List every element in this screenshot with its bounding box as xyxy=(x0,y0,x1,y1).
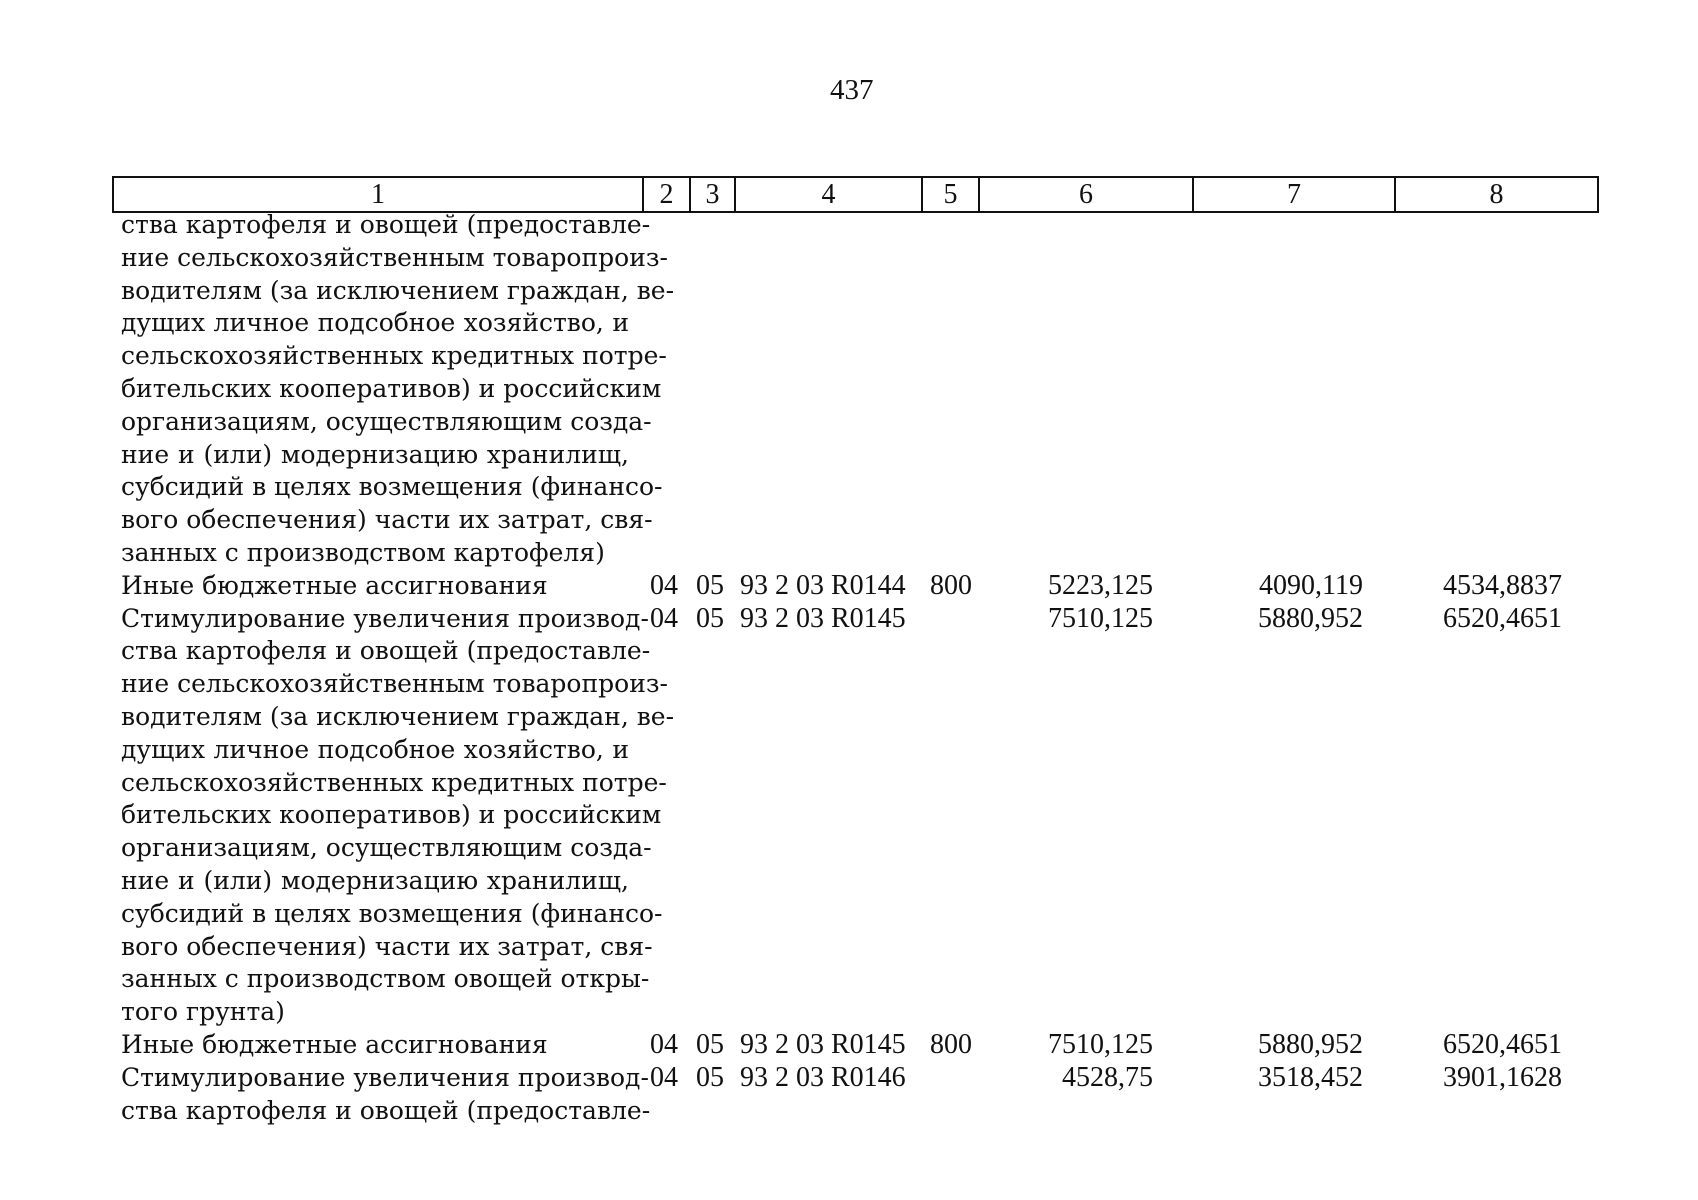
description-line: бительских кооперативов) и российским xyxy=(121,800,662,830)
cell-c7: 5880,952 xyxy=(1258,1029,1363,1060)
description-line: занных с производством картофеля) xyxy=(121,537,605,567)
description-line: того грунта) xyxy=(121,997,285,1027)
table-header xyxy=(112,176,1599,213)
row-description xyxy=(121,1062,651,1128)
cell-c2: 04 xyxy=(650,1061,678,1093)
cell-c8: 3901,1628 xyxy=(1443,1061,1562,1093)
description-line: организациям, осуществляющим созда- xyxy=(121,406,652,436)
description-line: субсидий в целях возмещения (финансо- xyxy=(121,898,663,928)
table-row xyxy=(0,1062,1698,1128)
description-line: субсидий в целях возмещения (финансо- xyxy=(121,472,663,502)
description-line: дущих личное подсобное хозяйство, и xyxy=(121,734,629,764)
description-line: занных с производством овощей откры- xyxy=(121,964,650,994)
header-col-2: 2 xyxy=(644,178,691,211)
description-line: ние и (или) модернизацию хранилищ, xyxy=(121,439,629,469)
cell-c5: 800 xyxy=(930,1029,972,1060)
header-col-4: 4 xyxy=(736,178,923,211)
description-line: ства картофеля и овощей (предоставле- xyxy=(121,1095,651,1125)
description-line: ние сельскохозяйственным товаропроиз- xyxy=(121,669,668,699)
description-line: ства картофеля и овощей (предоставле- xyxy=(121,636,651,666)
page-number: 437 xyxy=(830,74,874,106)
cell-c4: 93 2 03 R0144 xyxy=(740,569,906,601)
description-line: вого обеспечения) части их затрат, свя- xyxy=(121,931,653,961)
cell-c7: 3518,452 xyxy=(1258,1061,1363,1093)
description-line: сельскохозяйственных кредитных потре- xyxy=(121,341,667,371)
description-line: Стимулирование увеличения производ- xyxy=(121,1062,649,1092)
description-line: Иные бюджетные ассигнования xyxy=(121,1030,548,1059)
cell-c2: 04 xyxy=(650,1029,678,1060)
description-line: ние сельскохозяйственным товаропроиз- xyxy=(121,242,668,272)
cell-c3: 05 xyxy=(696,602,724,634)
description-line: водителям (за исключением граждан, ве- xyxy=(121,275,675,305)
cell-c3: 05 xyxy=(696,1029,724,1060)
cell-c3: 05 xyxy=(696,1061,724,1093)
cell-c6: 4528,75 xyxy=(1062,1061,1153,1093)
description-line: организациям, осуществляющим созда- xyxy=(121,833,652,863)
description-line: бительских кооперативов) и российским xyxy=(121,373,662,403)
description-line: дущих личное подсобное хозяйство, и xyxy=(121,308,629,338)
description-line: Иные бюджетные ассигнования xyxy=(121,570,548,600)
cell-c7: 4090,119 xyxy=(1259,569,1363,601)
cell-c6: 7510,125 xyxy=(1048,1029,1153,1060)
cell-c4: 93 2 03 R0146 xyxy=(740,1061,906,1093)
table-row xyxy=(0,209,1698,570)
description-line: Стимулирование увеличения производ- xyxy=(121,603,649,633)
cell-c8: 4534,8837 xyxy=(1443,569,1562,601)
cell-c4: 93 2 03 R0145 xyxy=(740,602,906,634)
table-row xyxy=(0,1029,1698,1062)
row-description xyxy=(121,209,675,570)
row-description xyxy=(121,570,629,603)
description-line: ства картофеля и овощей (предоставле- xyxy=(121,210,651,239)
row-description xyxy=(121,1029,629,1062)
cell-c7: 5880,952 xyxy=(1258,602,1363,634)
header-col-5: 5 xyxy=(923,178,980,211)
description-line: сельскохозяйственных кредитных потре- xyxy=(121,767,667,797)
description-line: водителям (за исключением граждан, ве- xyxy=(121,701,675,731)
cell-c8: 6520,4651 xyxy=(1443,602,1562,634)
header-col-3: 3 xyxy=(691,178,736,211)
description-line: ние и (или) модернизацию хранилищ, xyxy=(121,865,629,895)
cell-c3: 05 xyxy=(696,569,724,601)
header-col-1: 1 xyxy=(114,178,644,211)
header-col-7: 7 xyxy=(1194,178,1396,211)
table-row xyxy=(0,603,1698,1029)
cell-c8: 6520,4651 xyxy=(1443,1029,1562,1060)
cell-c4: 93 2 03 R0145 xyxy=(740,1029,906,1060)
cell-c6: 5223,125 xyxy=(1048,569,1153,601)
header-col-6: 6 xyxy=(980,178,1194,211)
cell-c2: 04 xyxy=(650,569,678,601)
description-line: вого обеспечения) части их затрат, свя- xyxy=(121,505,653,535)
header-col-8: 8 xyxy=(1489,179,1504,210)
cell-c2: 04 xyxy=(650,602,678,634)
cell-c6: 7510,125 xyxy=(1048,602,1153,634)
cell-c5: 800 xyxy=(930,569,972,601)
table-row xyxy=(0,570,1698,603)
